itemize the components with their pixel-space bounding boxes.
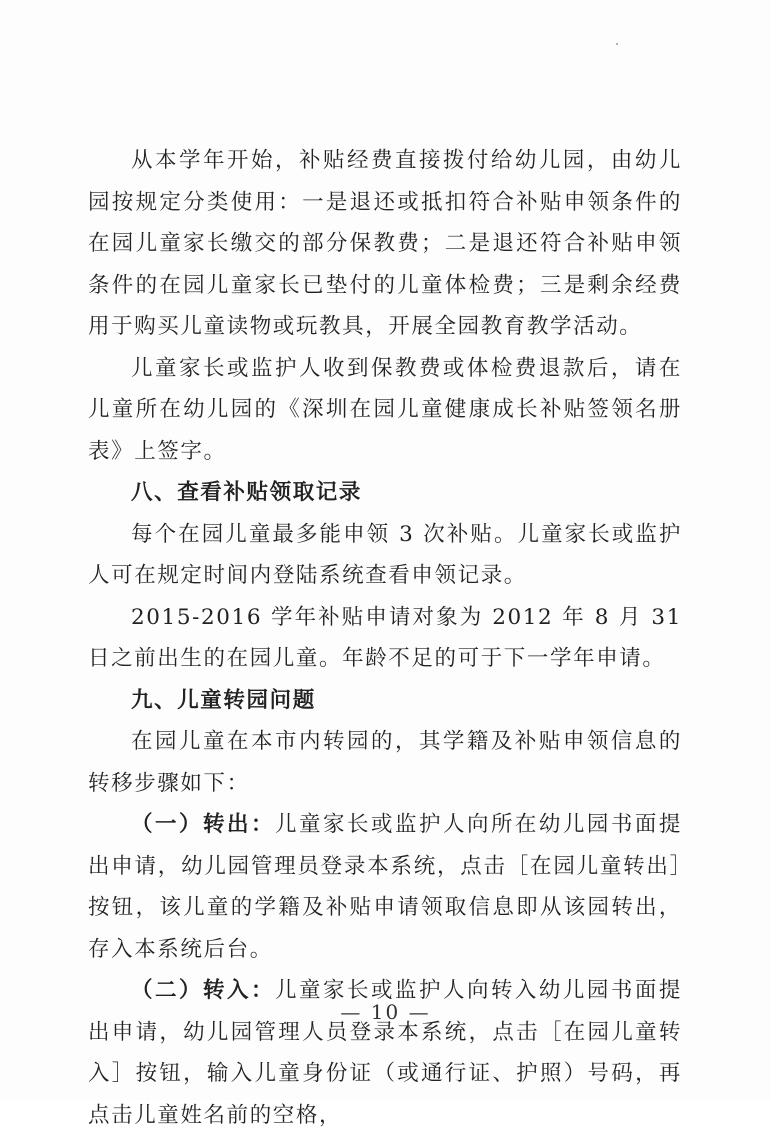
paragraph-eligibility: 2015-2016 学年补贴申请对象为 2012 年 8 月 31 日之前出生的在园儿童。年龄不足的可于下一学年申请。 xyxy=(88,604,682,671)
step-text-transfer-out: 儿童家长或监护人向所在幼儿园书面提出申请，幼儿园管理员登录本系统，点击［在园儿童转出］按钮，该儿童的学籍及补贴申请领取信息即从该园转出，存入本系统后台。 xyxy=(88,812,683,962)
step-label-transfer-in: （二）转入： xyxy=(131,978,275,1003)
paragraph-transfer-out xyxy=(88,804,682,970)
scan-speck xyxy=(616,43,618,45)
page-number: — 10 — xyxy=(340,1000,431,1024)
paragraph-subsidy-usage: 从本学年开始，补贴经费直接拨付给幼儿园，由幼儿园按规定分类使用：一是退还或抵扣符合补贴申领条件的在园儿童家长缴交的部分保教费；二是退还符合补贴申领条件的在园儿童家长已垫付的儿童体检费；三是剩余经费用于购买儿童读物或玩教具，开展全园教育教学活动。 xyxy=(88,148,682,339)
paragraph-max-claims: 每个在园儿童最多能申领 3 次补贴。儿童家长或监护人可在规定时间内登陆系统查看申领记录。 xyxy=(88,521,682,588)
section-heading-transfer: 九、儿童转园问题 xyxy=(131,687,316,713)
paragraph-transfer-in xyxy=(88,970,682,1136)
step-text-transfer-in: 儿童家长或监护人向转入幼儿园书面提出申请，幼儿园管理人员登录本系统，点击［在园儿童转入］按钮，输入儿童身份证（或通行证、护照）号码，再点击儿童姓名前的空格， xyxy=(88,978,683,1128)
section-heading-view-records: 八、查看补贴领取记录 xyxy=(131,480,363,505)
document-body xyxy=(88,140,682,1136)
paragraph-sign-register: 儿童家长或监护人收到保教费或体检费退款后，请在儿童所在幼儿园的《深圳在园儿童健康成长补贴签领名册表》上签字。 xyxy=(88,355,682,464)
paragraph-transfer-intro: 在园儿童在本市内转园的，其学籍及补贴申领信息的转移步骤如下： xyxy=(88,729,682,796)
step-label-transfer-out: （一）转出： xyxy=(131,812,275,837)
